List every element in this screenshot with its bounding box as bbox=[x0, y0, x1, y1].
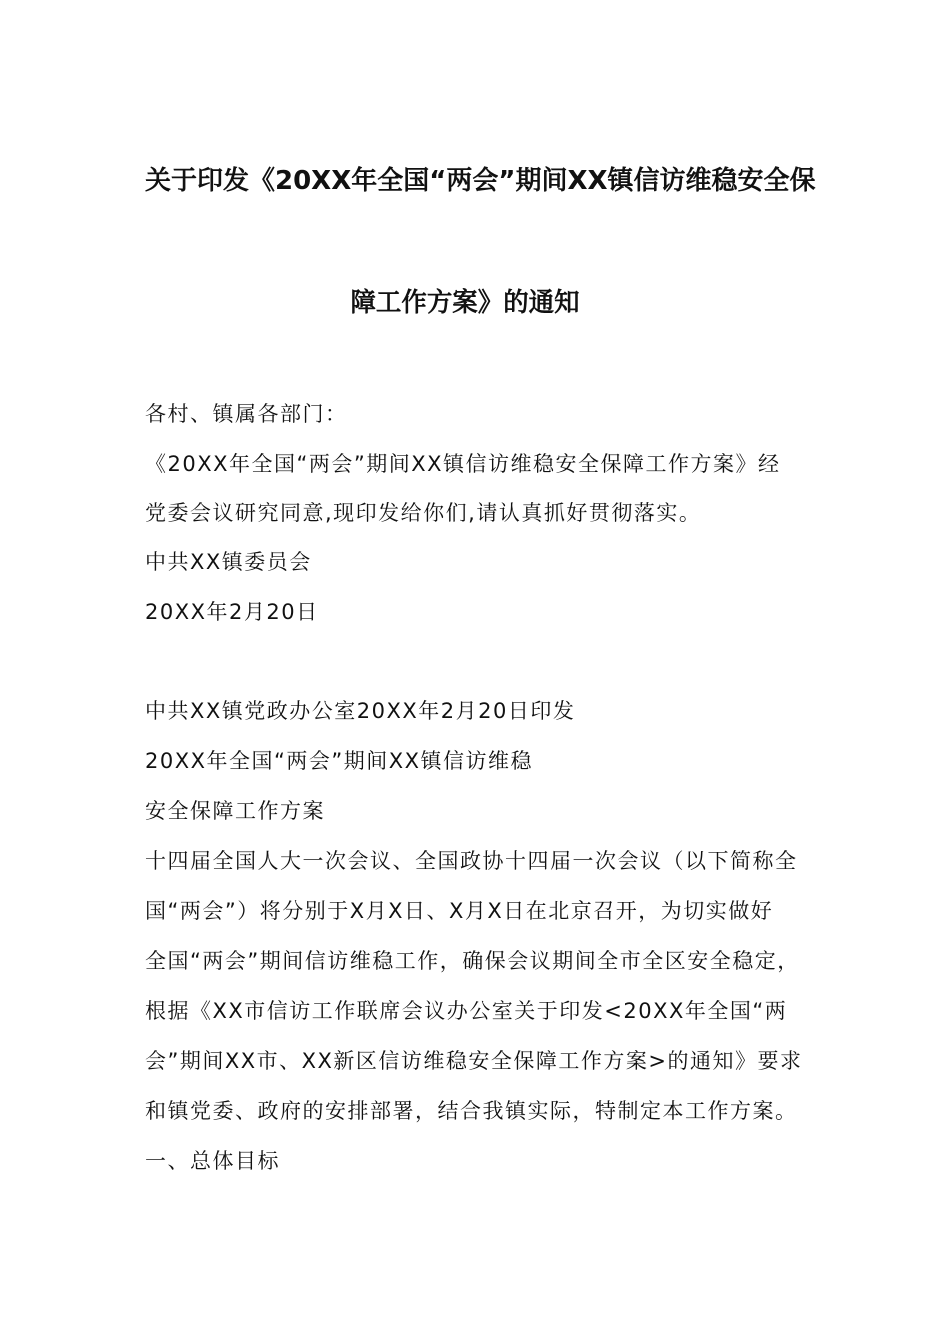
issuer-line: 中共XX镇委员会 bbox=[145, 550, 312, 574]
recipient-line: 各村、镇属各部门： bbox=[145, 402, 348, 426]
plan-paragraph-line-6: 和镇党委、政府的安排部署，结合我镇实际，特制定本工作方案。 bbox=[145, 1099, 798, 1123]
section-heading-1: 一、总体目标 bbox=[145, 1149, 280, 1173]
plan-title-line-1: 20XX年全国“两会”期间XX镇信访维稳 bbox=[145, 749, 534, 773]
plan-paragraph-line-5: 会”期间XX市、XX新区信访维稳安全保障工作方案>的通知》要求 bbox=[145, 1049, 803, 1073]
plan-paragraph-line-2: 国“两会”）将分别于X月X日、X月X日在北京召开，为切实做好 bbox=[145, 899, 774, 923]
notice-body-line-1: 《20XX年全国“两会”期间XX镇信访维稳安全保障工作方案》经 bbox=[145, 452, 781, 476]
plan-paragraph-line-1: 十四届全国人大一次会议、全国政协十四届一次会议（以下简称全 bbox=[145, 849, 798, 873]
print-info-line: 中共XX镇党政办公室20XX年2月20日印发 bbox=[145, 699, 576, 723]
plan-paragraph-line-4: 根据《XX市信访工作联席会议办公室关于印发<20XX年全国“两 bbox=[145, 999, 788, 1023]
plan-title-line-2: 安全保障工作方案 bbox=[145, 799, 325, 823]
plan-paragraph-line-3: 全国“两会”期间信访维稳工作，确保会议期间全市全区安全稳定， bbox=[145, 949, 800, 973]
issue-date: 20XX年2月20日 bbox=[145, 600, 319, 624]
document-title-line-1: 关于印发《20XX年全国“两会”期间XX镇信访维稳安全保 bbox=[145, 166, 816, 196]
document-title-line-2: 障工作方案》的通知 bbox=[350, 288, 580, 318]
notice-body-line-2: 党委会议研究同意,现印发给你们,请认真抓好贯彻落实。 bbox=[145, 501, 702, 525]
